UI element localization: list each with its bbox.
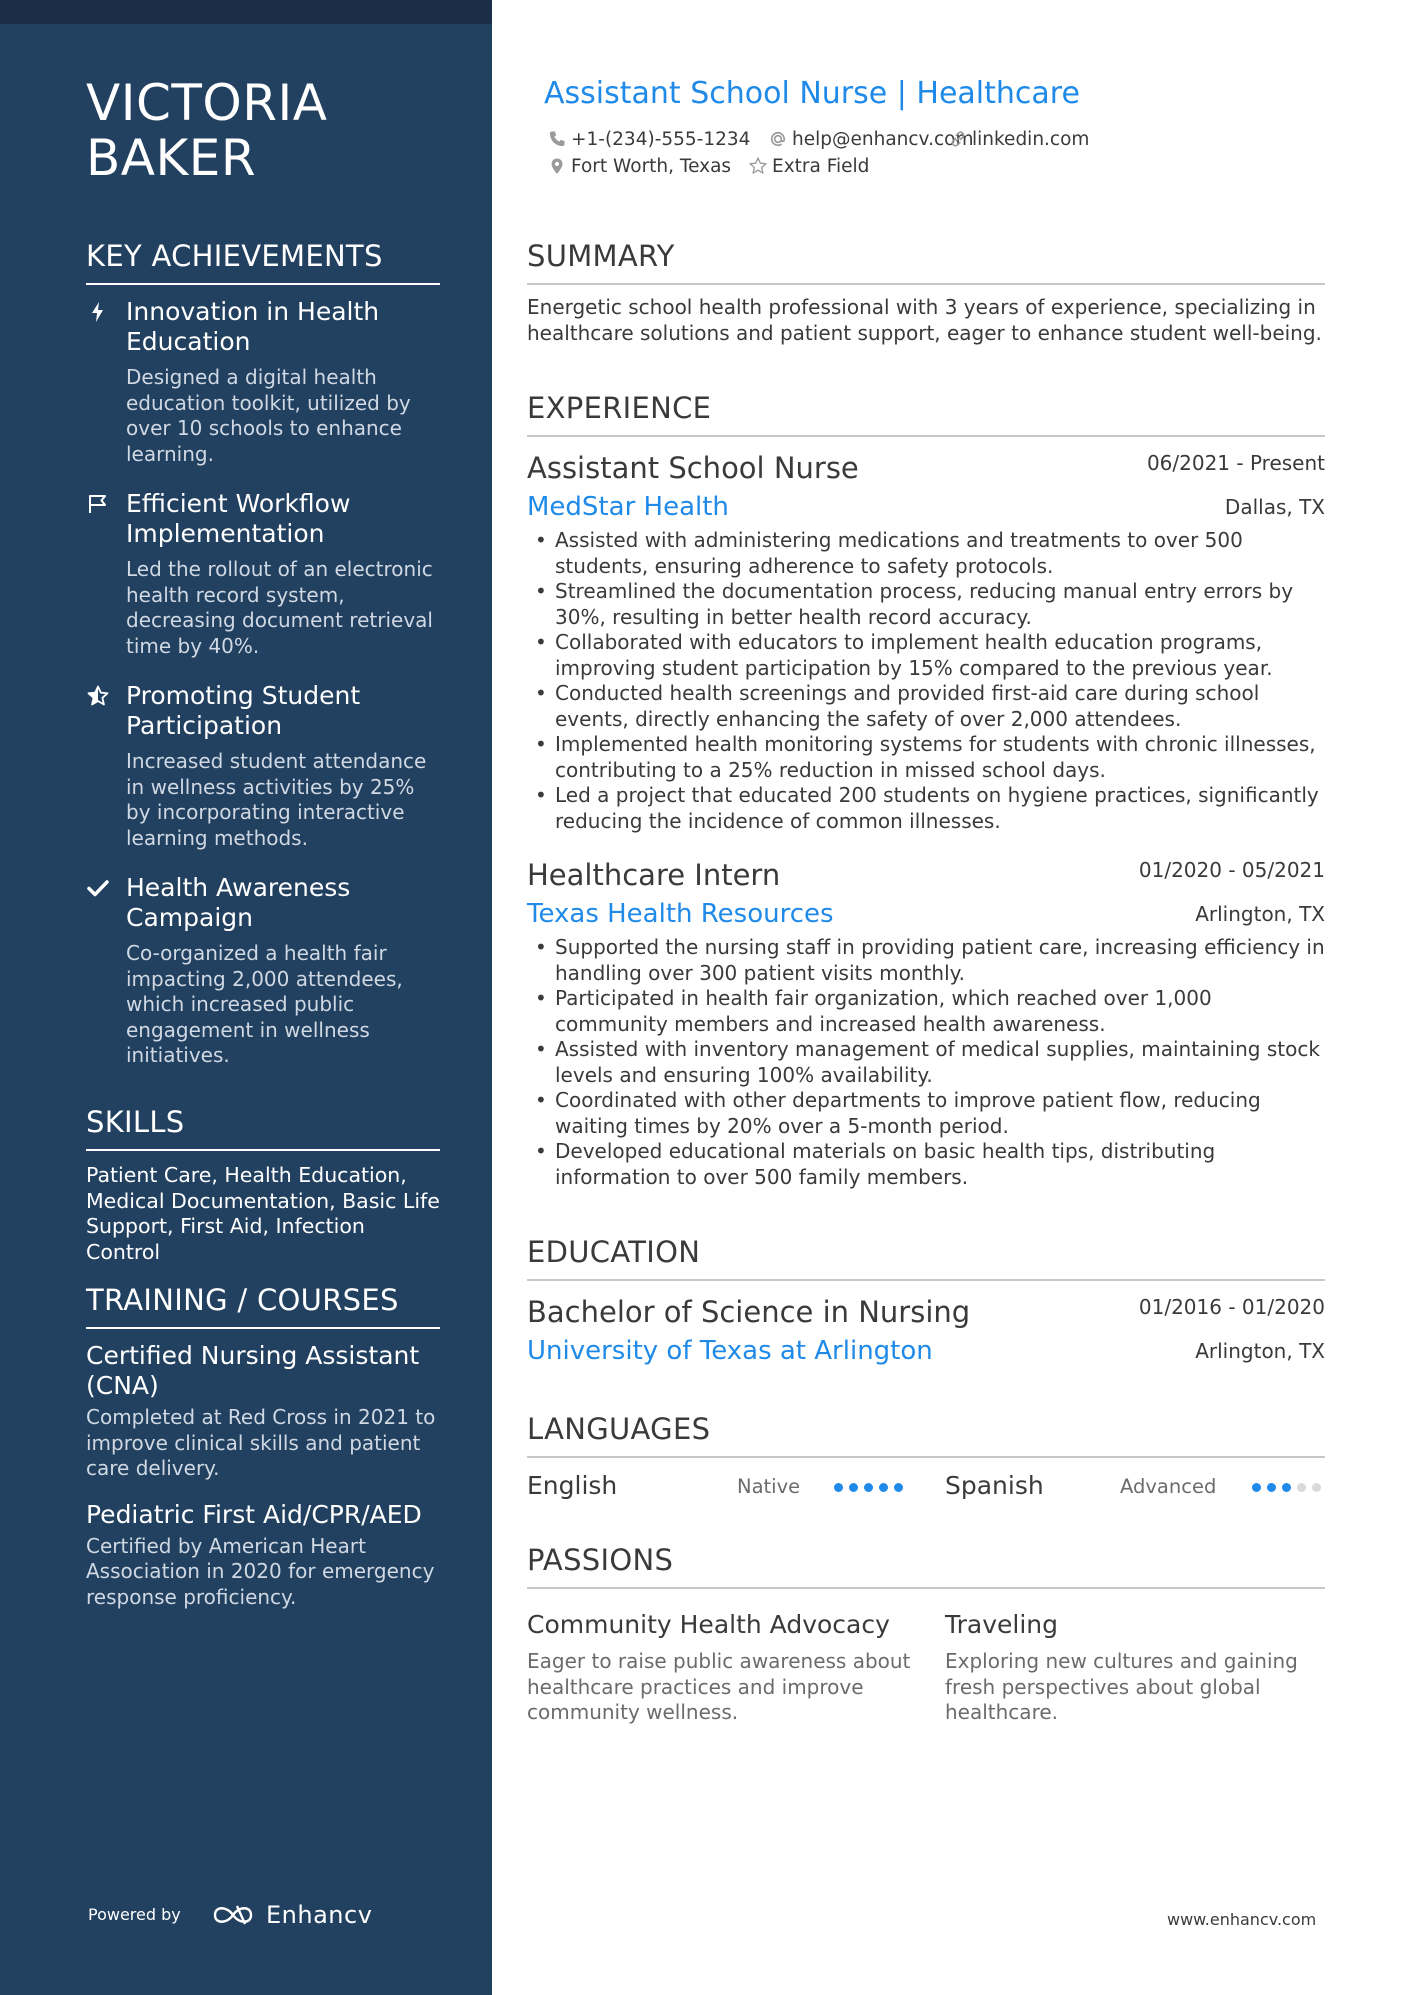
- education-dates: 01/2016 - 01/2020: [1138, 1295, 1325, 1319]
- contact-email[interactable]: [767, 128, 973, 152]
- achievement-description: Led the rollout of an electronic health record system, decreasing document retrieval time by 40%.: [126, 557, 433, 658]
- contact-linkedin[interactable]: [947, 128, 1089, 152]
- summary-section: [527, 238, 1325, 346]
- rating-dot: [1252, 1483, 1261, 1492]
- languages-row: [527, 1470, 1325, 1514]
- passion-description: Exploring new cultures and gaining fresh perspectives about global healthcare.: [945, 1649, 1298, 1724]
- degree: Bachelor of Science in Nursing: [527, 1295, 971, 1329]
- school-location: Arlington, TX: [1195, 1339, 1325, 1363]
- training-section: [86, 1282, 440, 1628]
- achievement-description: Co-organized a health fair impacting 2,000 attendees, which increased public engagement in wellness initiatives.: [126, 941, 403, 1067]
- phone-icon: [546, 129, 568, 149]
- bolt-icon: [86, 300, 110, 324]
- language-level: Native: [737, 1475, 801, 1498]
- rating-dot: [1312, 1483, 1321, 1492]
- sidebar-top-bar: [0, 0, 492, 24]
- rating-dot: [834, 1483, 843, 1492]
- bullet-item: • Implemented health monitoring systems for students with chronic illnesses, contributing to a 25% reduction in missed school days.: [527, 732, 1325, 783]
- headline: Assistant School Nurse | Healthcare: [544, 76, 1080, 111]
- job-location: Dallas, TX: [1224, 495, 1325, 519]
- course-title: Pediatric First Aid/CPR/AED: [86, 1499, 422, 1529]
- achievement-item: [86, 873, 440, 1069]
- section-title-achievements: KEY ACHIEVEMENTS: [86, 238, 440, 285]
- achievement-title: Innovation in Health Education: [126, 297, 380, 356]
- job-location: Arlington, TX: [1195, 902, 1325, 926]
- achievement-title: Promoting Student Participation: [126, 681, 361, 740]
- enhancv-brand-name[interactable]: Enhancv: [266, 1901, 373, 1929]
- achievement-title: Efficient Workflow Implementation: [126, 489, 351, 548]
- location-pin-icon: [546, 156, 568, 176]
- job-bullets: [527, 935, 1325, 1190]
- section-title-passions: PASSIONS: [527, 1542, 1325, 1589]
- flag-icon: [86, 492, 110, 516]
- achievement-item: [86, 681, 440, 851]
- education-entry: [527, 1294, 1325, 1372]
- bullet-item: • Assisted with inventory management of medical supplies, maintaining stock levels and ensuring 100% availability.: [527, 1037, 1325, 1088]
- section-title-education: EDUCATION: [527, 1234, 1325, 1281]
- linkedin-text: linkedin.com: [972, 129, 1090, 150]
- rating-dot: [1297, 1483, 1306, 1492]
- achievement-item: [86, 489, 440, 659]
- candidate-name: VICTORIA BAKER: [86, 74, 328, 187]
- passion-description: Eager to raise public awareness about healthcare practices and improve community wellness.: [527, 1649, 911, 1724]
- job-company: MedStar Health: [527, 492, 729, 522]
- language-rating: [1252, 1483, 1321, 1492]
- school-name: University of Texas at Arlington: [527, 1336, 933, 1366]
- rating-dot: [879, 1483, 888, 1492]
- bullet-item: • Developed educational materials on basic health tips, distributing information to over 500 family members.: [527, 1139, 1325, 1190]
- job-dates: 01/2020 - 05/2021: [1138, 858, 1325, 882]
- job-entry: [527, 857, 1325, 1190]
- summary-text: Energetic school health professional with 3 years of experience, specializing in healthcare solutions and patient support, eager to enhance student well-being.: [527, 295, 1322, 345]
- link-icon: [947, 129, 969, 149]
- key-achievements-section: [86, 238, 440, 1091]
- passion-title: Community Health Advocacy: [527, 1610, 890, 1639]
- course-title: Certified Nursing Assistant (CNA): [86, 1341, 420, 1400]
- language-name: English: [527, 1471, 618, 1500]
- passion-title: Traveling: [945, 1610, 1058, 1639]
- language-name: Spanish: [945, 1471, 1044, 1500]
- job-company: Texas Health Resources: [527, 899, 834, 929]
- section-title-training: TRAINING / COURSES: [86, 1282, 440, 1329]
- job-bullets: [527, 528, 1325, 834]
- passions-section: [527, 1542, 1325, 1729]
- job-role: Healthcare Intern: [527, 858, 781, 892]
- language-rating: [834, 1483, 903, 1492]
- course-item: [86, 1341, 440, 1482]
- course-description: Completed at Red Cross in 2021 to improve clinical skills and patient care delivery.: [86, 1405, 436, 1480]
- star-icon: [747, 156, 769, 176]
- section-title-languages: LANGUAGES: [527, 1411, 1325, 1458]
- bullet-item: • Supported the nursing staff in providing patient care, increasing efficiency in handling over 300 patient visits monthly.: [527, 935, 1325, 986]
- section-title-skills: SKILLS: [86, 1104, 440, 1151]
- bullet-item: • Participated in health fair organization, which reached over 1,000 community members and increased health awareness.: [527, 986, 1325, 1037]
- skills-section: [86, 1104, 440, 1265]
- bullet-item: • Coordinated with other departments to improve patient flow, reducing waiting times by 20% over a 5-month period.: [527, 1088, 1325, 1139]
- phone-text: +1-(234)-555-1234: [571, 129, 751, 150]
- languages-section: [527, 1411, 1325, 1514]
- job-role: Assistant School Nurse: [527, 451, 859, 485]
- at-sign-icon: [767, 129, 789, 149]
- rating-dot: [1267, 1483, 1276, 1492]
- education-section: [527, 1234, 1325, 1372]
- job-dates: 06/2021 - Present: [1146, 451, 1325, 475]
- skills-list: Patient Care, Health Education, Medical Documentation, Basic Life Support, First Aid, Infection Control: [86, 1163, 440, 1264]
- contact-location: [546, 155, 731, 179]
- star-half-icon: [86, 684, 110, 708]
- location-text: Fort Worth, Texas: [571, 156, 732, 177]
- job-entry: [527, 450, 1325, 834]
- powered-by-label: Powered by: [88, 1905, 181, 1924]
- course-item: [86, 1500, 440, 1611]
- bullet-item: • Streamlined the documentation process, reducing manual entry errors by 30%, resulting in better health record accuracy.: [527, 579, 1325, 630]
- language-level: Advanced: [1120, 1475, 1217, 1498]
- rating-dot: [1282, 1483, 1291, 1492]
- bullet-item: • Assisted with administering medications and treatments to over 500 students, ensuring adherence to safety protocols.: [527, 528, 1325, 579]
- email-text: help@enhancv.com: [792, 129, 974, 150]
- contact-phone[interactable]: [546, 128, 750, 152]
- extra-field-text: Extra Field: [772, 156, 870, 177]
- course-description: Certified by American Heart Association in 2020 for emergency response proficiency.: [86, 1533, 435, 1609]
- footer-url[interactable]: www.enhancv.com: [1167, 1910, 1317, 1929]
- bullet-item: • Led a project that educated 200 students on hygiene practices, significantly reducing the incidence of common illnesses.: [527, 783, 1325, 834]
- rating-dot: [849, 1483, 858, 1492]
- achievement-item: [86, 297, 440, 467]
- experience-section: [527, 390, 1325, 1190]
- check-icon: [86, 876, 110, 900]
- passion-item: [945, 1609, 1315, 1726]
- rating-dot: [894, 1483, 903, 1492]
- bullet-item: • Conducted health screenings and provided first-aid care during school events, directly enhancing the safety of over 2,000 attendees.: [527, 681, 1325, 732]
- contact-extra-field: [747, 155, 869, 179]
- main-content: [527, 0, 1325, 1995]
- bullet-item: • Collaborated with educators to implement health education programs, improving student participation by 15% compared to the previous year.: [527, 630, 1325, 681]
- achievement-description: Increased student attendance in wellness activities by 25% by incorporating interactive learning methods.: [126, 749, 427, 850]
- achievement-title: Health Awareness Campaign: [126, 873, 351, 932]
- passion-item: [527, 1609, 917, 1726]
- section-title-experience: EXPERIENCE: [527, 390, 1325, 437]
- sidebar: [0, 0, 492, 1995]
- section-title-summary: SUMMARY: [527, 238, 1325, 285]
- rating-dot: [864, 1483, 873, 1492]
- achievement-description: Designed a digital health education toolkit, utilized by over 10 schools to enhance learning.: [126, 365, 411, 466]
